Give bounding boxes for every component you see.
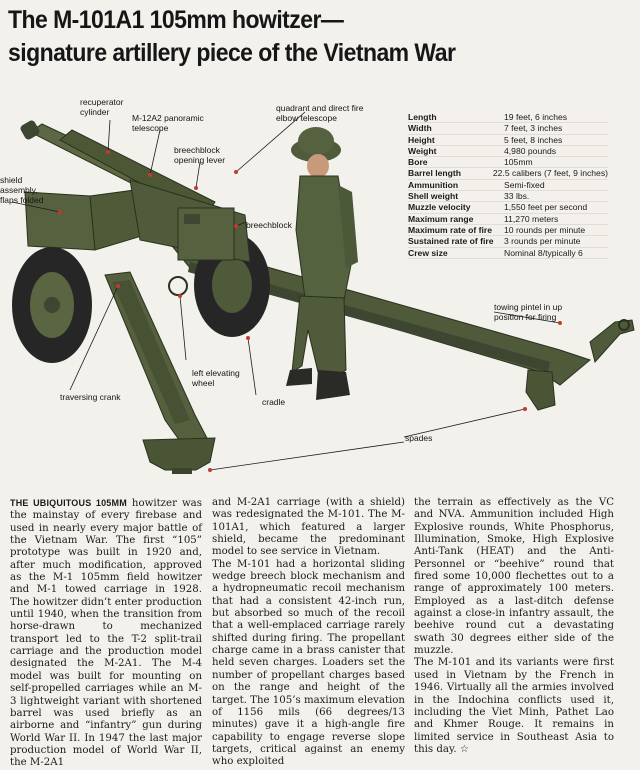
spec-value: 105mm (504, 157, 533, 168)
label-panoramic-telescope: M-12A2 panoramic telescope (132, 113, 204, 133)
spec-row (408, 191, 608, 202)
label-breechblock-lever: breechblock opening lever (174, 145, 226, 165)
lead-in: THE UBIQUITOUS 105MM (10, 498, 127, 508)
specs-table (408, 112, 608, 259)
label-towing-pintel: towing pintel in up position for firing (494, 302, 563, 322)
spec-label: Muzzle velocity (408, 202, 471, 213)
spec-label: Ammunition (408, 179, 459, 190)
body-column-3: the terrain as effectively as the VC and NVA. Ammunition included High Explosive rounds, White Phosphorus, Illumination, Smoke, High Explosive Anti-Tank (HEAT) and the Anti-Personnel or “beehive” round that fired some 10,000 flechettes out to a range of approximately 100 meters. Employed as a last-ditch defense against a close-in infantry assault, the beehive round cut a devastating swath 30 degrees either side of the muzzle. The M-101 and its variants were first used in Vietnam by the French in 1946. Virtually all the armies involved in the Indochina conflicts used it, including the Viet Minh, Pathet Lao and Khmer Rouge. It remains in limited service in Southeast Asia to this day. ☆ (414, 497, 614, 755)
title-line-2: signature artillery piece of the Vietnam War (8, 39, 456, 67)
spec-value: 10 rounds per minute (504, 224, 586, 235)
spec-row (408, 168, 608, 179)
spec-value: 19 feet, 6 inches (504, 112, 568, 122)
soldier-figure (286, 127, 358, 400)
spec-label: Maximum rate of fire (408, 224, 493, 235)
spec-label: Barrel length (408, 168, 462, 179)
spec-value: Nominal 8/typically 6 (504, 247, 583, 258)
spec-row (408, 248, 608, 259)
label-shield-assembly: shield assembly, flaps folded (0, 175, 44, 205)
spec-label: Maximum range (408, 213, 474, 224)
spec-value: 5 feet, 8 inches (504, 134, 563, 145)
spec-row (408, 236, 608, 247)
label-breechblock: breechblock (246, 220, 292, 230)
spec-label: Width (408, 123, 432, 134)
label-cradle: cradle (262, 397, 286, 407)
spec-label: Crew size (408, 247, 448, 258)
column-1-text: howitzer was the mainstay of every firebase and used in nearly every major battle of the Vietnam War. The first “105” prototype was built in 1920 and, after much modification, approved as the M-1 105mm field howitzer and M-1 towed carriage in 1928. The howitzer didn’t enter production until 1940, when the transition from horse-drawn to mechanized transport led to the T-2 split-trail carriage and the production model designated the M-2A1. The M-4 model was built for mounting on self-propelled carriages while an M-3 lightweight variant with shortened barrel was used briefly as an airborne and “infantry” gun during World War II. In 1947 the last major production model of World War II, the M-2A1 (10, 498, 202, 769)
spec-value: 11,270 meters (504, 213, 559, 224)
spec-row (408, 135, 608, 146)
spec-row (408, 225, 608, 236)
spec-label: Bore (408, 157, 428, 168)
label-elevating-wheel: left elevating wheel (192, 368, 240, 388)
spec-value: 33 lbs. (504, 191, 530, 202)
label-traversing-crank: traversing crank (60, 392, 121, 402)
spec-value: 22.5 calibers (7 feet, 9 inches) (492, 168, 608, 179)
spec-label: Length (408, 112, 437, 122)
spec-value: 1,550 feet per second (504, 202, 588, 213)
spec-value: Semi-fixed (504, 179, 545, 190)
spec-row (408, 180, 608, 191)
spec-label: Height (408, 134, 435, 145)
spec-row (408, 112, 608, 123)
spec-row (408, 157, 608, 168)
spec-row (408, 123, 608, 134)
spec-value: 3 rounds per minute (504, 236, 581, 247)
spec-label: Sustained rate of fire (408, 236, 494, 247)
spec-row (408, 214, 608, 225)
label-quadrant-telescope: quadrant and direct fire elbow telescope (276, 103, 364, 123)
body-column-2: and M-2A1 carriage (with a shield) was redesignated the M-101. The M-101A1, which featured a larger shield, became the predominant model to see service in Vietnam. The M-101 had a horizontal sliding wedge breech block mechanism and a hydropneumatic recoil mechanism that had a consistent 42-inch run, but absorbed so much of the recoil that a well-emplaced carriage rarely shifted during firing. The propellant charge came in a brass canister that held seven charges. Loaders set the number of propellant charges based on the range and height of the target. The 105’s maximum elevation of 1156 mils (66 degrees/13 minutes) gave it a high-angle fire capability to engage reverse slope targets, critical against an enemy who exploited (212, 497, 405, 768)
body-column-1 (10, 497, 202, 770)
spec-value: 7 feet, 3 inches (504, 123, 563, 134)
spec-value: 4,980 pounds (504, 145, 557, 156)
title-line-1: The M-101A1 105mm howitzer— (8, 6, 344, 34)
spec-row (408, 146, 608, 157)
label-recuperator-cylinder: recuperator cylinder (80, 97, 124, 117)
spec-label: Shell weight (408, 191, 459, 202)
spec-label: Weight (408, 145, 437, 156)
spec-row (408, 202, 608, 213)
label-spades: spades (405, 433, 433, 443)
article-title (8, 4, 560, 70)
